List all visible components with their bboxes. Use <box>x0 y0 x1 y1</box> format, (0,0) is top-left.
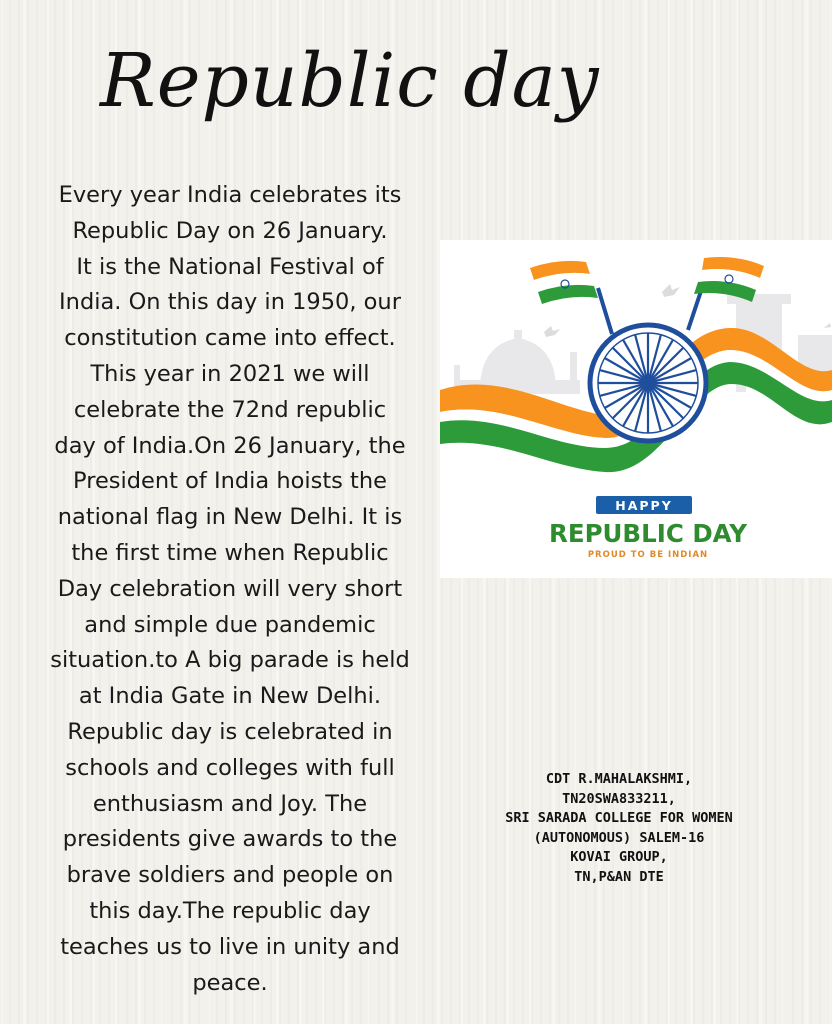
body-line: This year in 2021 we will <box>90 360 370 387</box>
poster-tagline: PROUD TO BE INDIAN <box>587 550 709 560</box>
credit-line: SRI SARADA COLLEGE FOR WOMEN <box>505 810 733 827</box>
credit-line: TN20SWA833211, <box>562 790 676 807</box>
body-line: national flag in New Delhi. It is <box>57 504 403 531</box>
credit-line: KOVAI GROUP, <box>570 849 668 866</box>
republic-day-poster <box>440 240 832 578</box>
body-line: Every year India celebrates its <box>58 182 402 208</box>
credit-line: (AUTONOMOUS) SALEM-16 <box>533 829 705 846</box>
body-line: teaches us to live in unity and <box>60 933 400 960</box>
body-line: brave soldiers and people on <box>66 862 394 889</box>
body-line: the first time when Republic <box>71 539 389 566</box>
body-line: at India Gate in New Delhi. <box>78 683 382 710</box>
body-line: Day celebration will very short <box>57 575 403 602</box>
happy-label: HAPPY <box>615 498 673 513</box>
page-title: Republic day <box>100 38 600 124</box>
body-line: day of India.On 26 January, the <box>54 432 406 459</box>
body-line: presidents give awards to the <box>62 826 398 853</box>
body-line: Republic Day on 26 January. <box>72 217 388 244</box>
poster-headline: REPUBLIC DAY <box>548 519 748 548</box>
body-line: President of India hoists the <box>73 468 387 495</box>
body-line: enthusiasm and Joy. The <box>92 790 368 817</box>
body-line: situation.to A big parade is held <box>50 647 410 674</box>
credit-line: CDT R.MAHALAKSHMI, <box>545 771 693 787</box>
happy-badge <box>596 496 692 514</box>
poster-artwork <box>440 240 832 578</box>
body-line: It is the National Festival of <box>76 253 384 280</box>
body-line: schools and colleges with full <box>65 754 395 781</box>
body-line: peace. <box>192 969 268 996</box>
body-line: Republic day is celebrated in <box>67 718 393 745</box>
body-line: this day.The republic day <box>89 897 371 924</box>
body-line: India. On this day in 1950, our <box>59 289 401 316</box>
left-flag-icon <box>530 261 612 334</box>
body-line: constitution came into effect. <box>64 325 396 352</box>
body-line: and simple due pandemic <box>84 611 376 638</box>
ashoka-chakra-icon <box>590 325 706 441</box>
article-body <box>18 178 442 1001</box>
body-line: celebrate the 72nd republic <box>73 396 387 423</box>
author-credits <box>478 770 760 888</box>
credit-line: TN,P&AN DTE <box>574 868 664 885</box>
